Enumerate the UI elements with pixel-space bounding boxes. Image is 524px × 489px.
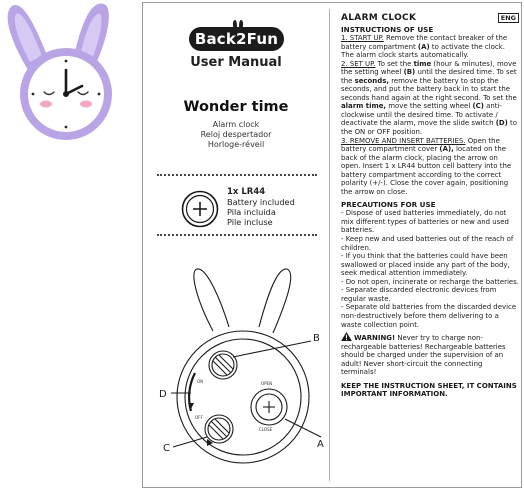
product-subtitles [143, 120, 329, 150]
label-open: OPEN [261, 381, 273, 386]
label-c: C [163, 443, 170, 454]
precaution-item: - Keep new and used batteries out of the reach of children. [341, 235, 514, 252]
step-batteries: 3. REMOVE AND INSERT BATTERIES. Open the battery compartment cover (A), located on the back of the alarm clock, placing the arrow on open. Insert 1 x LR44 button cell battery into the battery compartment according to the correct polarity (+/-). Close the cover again, positioning the arrow on close. [341, 136, 512, 196]
label-d: D [159, 389, 167, 400]
label-on: ON [197, 379, 204, 384]
precaution-item: - Dispose of used batteries immediately, do not mix different types of batteries or new and used batteries. [341, 209, 509, 235]
instructions-header [341, 13, 519, 23]
manual-title: User Manual [190, 55, 282, 70]
language-badge: ENG [498, 13, 519, 23]
precaution-item: - Separate old batteries from the discarded device non-destructively before them delivering to a waste collection point. [341, 303, 517, 329]
bunny-clock-illustration [0, 0, 140, 145]
battery-coin-icon [181, 190, 219, 228]
label-off: OFF [195, 415, 203, 420]
instructions-header-title: ALARM CLOCK [341, 13, 417, 23]
manual-cover-panel [143, 3, 329, 487]
dotted-separator [157, 174, 317, 176]
warning-triangle-icon [341, 332, 352, 341]
instructions-panel [341, 13, 519, 399]
subtitle-fr: Horloge-réveil [207, 140, 265, 149]
product-title: Wonder time [183, 99, 289, 115]
battery-quantity: 1x LR44 [227, 187, 266, 197]
warning-notice: WARNING! Never try to charge non-rechargeable batteries! Rechargeable batteries should be charged under the supervision of an adult! Never short-circuit the connecting terminals! [341, 334, 506, 377]
keep-sheet-notice: KEEP THE INSTRUCTION SHEET, IT CONTAINS IMPORTANT INFORMATION. [341, 381, 517, 399]
subtitle-en: Alarm clock [212, 120, 260, 129]
brand-logo: Back2Fun [189, 27, 284, 51]
label-a: A [317, 439, 324, 450]
column-divider [329, 9, 330, 481]
precaution-item: - Do not open, incinerate or recharge the batteries. [341, 277, 519, 286]
battery-line-es: Pila incluida [227, 207, 276, 217]
instructions-title: INSTRUCTIONS OF USE [341, 25, 434, 34]
label-close: CLOSE [259, 427, 273, 432]
battery-info [227, 187, 295, 227]
battery-line-en: Battery included [227, 197, 295, 207]
step-start-up: 1. START UP. Remove the contact breaker of the battery compartment (A) to activate the clock. The alarm clock starts automatically. [341, 34, 508, 60]
precautions-title: PRECAUTIONS FOR USE [341, 200, 436, 210]
step-set-up: 2. SET UP. To set the time (hour & minutes), move the setting wheel (B) until the desired time. To set the seconds, remove the battery to stop the seconds, and put the battery back in to start the seconds hand again at the right second. To set the alarm time, move the setting wheel (C) anti-clockwise until the desired time. To activate / deactivate the alarm, move the slide switch (D) to the ON or OFF position. [341, 59, 518, 137]
precaution-item: - If you think that the batteries could have been swallowed or placed inside any part of the body, seek medical attention immediately. [341, 252, 510, 278]
subtitle-es: Reloj despertador [200, 130, 272, 139]
clock-back-diagram [151, 261, 329, 485]
label-b: B [313, 333, 320, 344]
precaution-item: - Separate discarded electronic devices from regular waste. [341, 286, 497, 303]
user-manual-sheet [142, 2, 522, 488]
dotted-separator [157, 234, 317, 236]
battery-line-fr: Pile incluse [227, 217, 273, 227]
